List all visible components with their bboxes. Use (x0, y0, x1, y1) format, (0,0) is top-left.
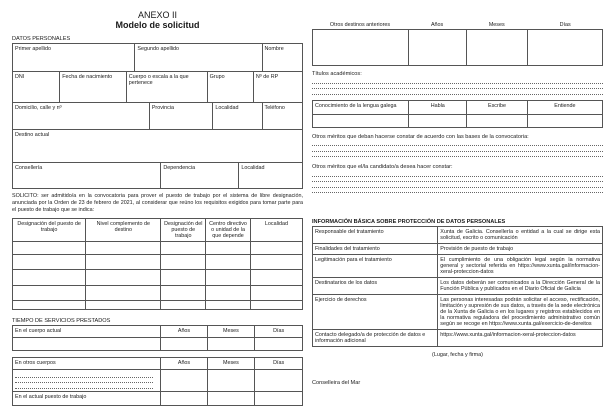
input-cell[interactable] (205, 242, 250, 254)
label-otros-cuerpos: En otros cuerpos (15, 360, 56, 366)
field-dni[interactable]: DNI (15, 74, 25, 80)
field-primer-apellido[interactable]: Primer apellido (15, 46, 51, 52)
col-dias: Días (254, 326, 302, 337)
table-row (13, 358, 302, 369)
table-row (313, 294, 602, 329)
field-telefono[interactable]: Teléfono (262, 103, 302, 129)
fill-line[interactable] (312, 188, 603, 194)
puestos-empty-row (13, 254, 302, 269)
table-row (313, 101, 602, 114)
proteccion-row-value: El cumplimiento de una obligación legal según la normativa general y sectorial referida en https://www.xunta.gal/informacion-xeral-proteccion-datos (437, 255, 602, 277)
proteccion-row-label: Contacto delegado/a de protección de datos e información adicional (315, 332, 426, 344)
label-actual-puesto: En el actual puesto de trabajo (15, 393, 87, 400)
input-cell[interactable] (207, 392, 255, 405)
field-nombre[interactable]: Nombre (262, 44, 302, 71)
fill-line[interactable] (312, 89, 603, 95)
otros-destinos-header (312, 22, 603, 28)
label-otros-meritos-candidato: Otros méritos que el/la candidato/a desea hacer constar: (312, 164, 453, 170)
puestos-header-row (13, 219, 302, 241)
meritos2-lines (312, 171, 603, 193)
col-habla: Habla (408, 101, 466, 114)
fill-line[interactable] (15, 383, 153, 389)
col-designacion-puesto: Designación del puesto de trabajo (17, 221, 81, 233)
tiempo-cuerpo-actual-table (12, 325, 303, 351)
input-cell[interactable] (85, 286, 160, 300)
puestos-empty-row (13, 269, 302, 285)
col-escribe: Escribe (466, 101, 527, 114)
input-cell[interactable] (13, 286, 85, 300)
col-localidad: Localidad (250, 219, 302, 241)
field-segundo-apellido[interactable]: Segundo apellido (134, 44, 261, 71)
input-cell[interactable] (254, 392, 302, 405)
puestos-empty-row (13, 300, 302, 309)
table-row (313, 277, 602, 294)
field-destino-actual[interactable]: Destino actual (15, 132, 50, 138)
field-fecha-nacimiento[interactable]: Fecha de nacimiento (59, 72, 125, 102)
label-otros-meritos-convocatoria: Otros méritos que deban hacerse constar de acuerdo con las bases de la convocatoria: (312, 133, 529, 140)
section-proteccion-datos: INFORMACIÓN BÁSICA SOBRE PROTECCIÓN DE DATOS PERSONALES (312, 219, 506, 225)
label-cuerpo-actual: En el cuerpo actual (15, 328, 62, 334)
input-cell[interactable] (160, 270, 205, 285)
page-title: ANEXO II (137, 10, 177, 20)
input-cell[interactable] (205, 286, 250, 300)
input-cell[interactable] (207, 338, 255, 350)
col-anos: Años (160, 358, 206, 369)
input-cell[interactable] (160, 255, 205, 269)
input-cell[interactable] (250, 255, 302, 269)
proteccion-row-label: Finalidades del tratamiento (315, 246, 380, 252)
table-row (13, 71, 302, 102)
table-row (313, 254, 602, 277)
input-cell[interactable] (13, 242, 85, 254)
field-cuerpo-escala[interactable]: Cuerpo o escala a la que pertenece (126, 72, 207, 102)
input-cell[interactable] (527, 115, 602, 127)
col-designacion-puesto-2: Designación del puesto de trabajo (160, 219, 205, 241)
table-row (313, 30, 602, 65)
table-row (13, 391, 302, 405)
input-cell[interactable] (160, 301, 205, 309)
table-row (13, 369, 302, 391)
table-row (313, 329, 602, 346)
input-cell[interactable] (254, 338, 302, 350)
table-row (313, 227, 602, 243)
input-cell[interactable] (207, 370, 255, 391)
input-cell[interactable] (527, 30, 602, 65)
table-row (13, 129, 302, 162)
col-anos: Años (160, 326, 206, 337)
input-cell[interactable] (160, 370, 206, 391)
input-cell[interactable] (250, 286, 302, 300)
left-column (12, 10, 303, 406)
input-cell[interactable] (408, 30, 466, 65)
puestos-empty-row (13, 285, 302, 300)
solicito-paragraph: SOLICITO: ser admitido/a en la convocatoria para prover el puesto de trabajo por el sistema de libre designación, anunciada por la Orden de 23 de febrero de 2021, al considerar que reúno los requisitos exigidos para tomar parte para el puesto de trabajo que se indica: (12, 193, 303, 213)
input-cell[interactable] (85, 255, 160, 269)
field-dependencia[interactable]: Dependencia (160, 163, 238, 188)
input-cell[interactable] (85, 301, 160, 309)
input-cell[interactable] (13, 370, 160, 391)
field-grupo[interactable]: Grupo (207, 72, 253, 102)
proteccion-row-value: Los datos deberán ser comunicados a la Dirección General de la Función Pública y publicados en el Diario Oficial de Galicia (437, 278, 602, 294)
proteccion-row-label: Ejercicio de derechos (315, 297, 367, 303)
field-provincia[interactable]: Provincia (149, 103, 213, 129)
col-centro-directivo: Centro directivo o unidad de la que depende (205, 219, 250, 241)
proteccion-row-label: Responsable del tratamiento (315, 229, 384, 235)
input-cell[interactable] (13, 338, 160, 350)
proteccion-row-value: Provisión de puesto de trabajo (437, 244, 602, 254)
table-row (13, 102, 302, 129)
puestos-table (12, 218, 303, 310)
input-cell[interactable] (205, 255, 250, 269)
addressee-footer: Conselleira del Mar (312, 380, 361, 386)
input-cell[interactable] (13, 301, 85, 309)
input-cell[interactable] (408, 115, 466, 127)
datos-personales-table (12, 43, 303, 189)
table-row (13, 337, 302, 350)
field-localidad-2[interactable]: Localidad (238, 163, 302, 188)
tiempo-otros-cuerpos-table (12, 357, 303, 406)
col-nivel-complemento: Nivel complemento de destino (85, 219, 160, 241)
input-cell[interactable] (313, 115, 408, 127)
input-cell[interactable] (160, 242, 205, 254)
input-cell[interactable] (466, 30, 527, 65)
proteccion-row-value: Xunta de Galicia. Consellería o entidad a la cual se dirige esta solicitud, escrito o comunicación (437, 227, 602, 243)
section-datos-personales: DATOS PERSONALES (12, 36, 71, 42)
col-entiende: Entiende (527, 101, 602, 114)
proteccion-row-label: Legitimación para el tratamiento (315, 257, 392, 263)
proteccion-row-value: Las personas interesadas podrán solicitar el acceso, rectificación, limitación y supresión de sus datos, a través de la sede electrónica de la Xunta de Galicia o en los lugares y registros establecidos en la normativa reguladora del procedimiento administrativo común según se recoge en https://www.xunta.gal/exercicio-de-dereitos (437, 295, 602, 329)
input-cell[interactable] (466, 115, 527, 127)
input-cell[interactable] (250, 301, 302, 309)
col-dias: Días (559, 22, 571, 28)
otros-destinos-table (312, 29, 603, 66)
page-subtitle: Modelo de solicitud (115, 20, 200, 30)
label-titulos-academicos: Títulos académicos: (312, 71, 362, 77)
table-row (13, 44, 302, 71)
proteccion-row-value: https://www.xunta.gal/informacion-xeral-proteccion-datos (437, 330, 602, 346)
col-dias: Días (254, 358, 302, 369)
col-meses: Meses (207, 326, 255, 337)
titulos-lines (312, 78, 603, 95)
fill-line[interactable] (312, 152, 603, 158)
input-cell[interactable] (13, 270, 85, 285)
input-cell[interactable] (160, 338, 206, 350)
input-cell[interactable] (250, 270, 302, 285)
meritos1-lines (312, 141, 603, 158)
field-localidad[interactable]: Localidad (212, 103, 261, 129)
input-cell[interactable] (160, 392, 206, 405)
right-column (312, 22, 603, 386)
puestos-empty-row (13, 241, 302, 254)
table-row (13, 162, 302, 188)
input-cell[interactable] (205, 301, 250, 309)
table-row (313, 114, 602, 127)
input-cell[interactable] (250, 242, 302, 254)
input-cell[interactable] (313, 30, 408, 65)
col-meses: Meses (207, 358, 255, 369)
field-conselleria[interactable]: Consellería (15, 165, 43, 171)
table-row (13, 326, 302, 337)
input-cell[interactable] (254, 370, 302, 391)
input-cell[interactable] (205, 270, 250, 285)
label-otros-destinos: Otros destinos anteriores (329, 22, 391, 28)
input-cell[interactable] (85, 242, 160, 254)
label-lengua-galega: Conocimiento de la lengua galega (315, 102, 397, 109)
section-tiempo-servicios: TIEMPO DE SERVICIOS PRESTADOS (12, 318, 111, 324)
input-cell[interactable] (160, 286, 205, 300)
proteccion-datos-table (312, 226, 603, 347)
input-cell[interactable] (13, 255, 85, 269)
lengua-galega-table (312, 100, 603, 128)
table-row (313, 243, 602, 254)
col-meses: Meses (488, 22, 505, 28)
input-cell[interactable] (85, 270, 160, 285)
firma-hint: (Lugar, fecha y firma) (432, 352, 483, 358)
field-num-rp[interactable]: Nº de RP (253, 72, 302, 102)
proteccion-row-label: Destinatarios de los datos (315, 280, 378, 286)
field-domicilio[interactable]: Domicilio, calle y nº (15, 105, 62, 111)
col-anos: Años (430, 22, 444, 28)
